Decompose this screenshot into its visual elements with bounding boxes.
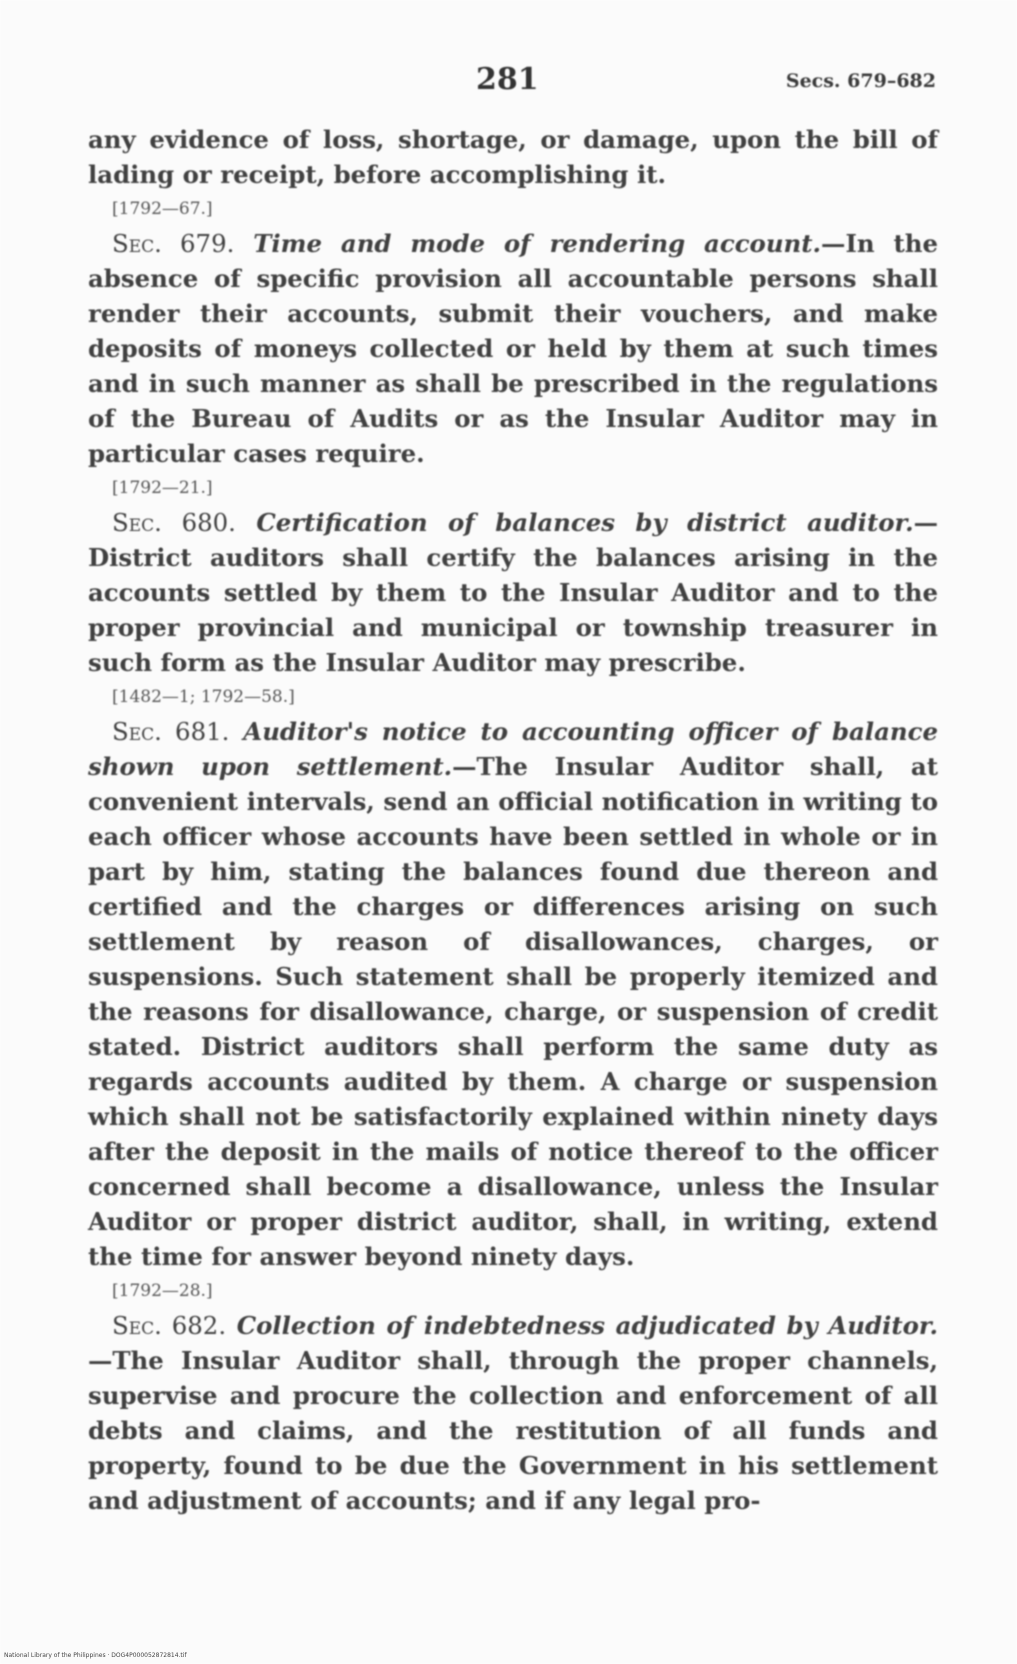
section-body: —The Insular Auditor shall, at convenient intervals, send an official notification in writing to each officer whose accounts have been settled in whole or in part by him, stating the balances found due thereon and certified and the charges or differences arising on such settlement by reason of disallowances, charges, or suspensions. Such statement shall be properly itemized and the reasons for disallowance, charge, or suspension of credit stated. District auditors shall perform the same duty as regards accounts audited by them. A charge or suspension which shall not be satisfactorily explained within ninety days after the deposit in the mails of notice thereof to the officer concerned shall become a disallowance, unless the Insular Auditor or proper district auditor, shall, in writing, extend the time for answer beyond ninety days.	[88, 752, 938, 1271]
section-title: Collection of indebtedness adjudicated by Auditor.	[236, 1311, 938, 1340]
sections-range: Secs. 679–682	[785, 70, 936, 92]
section-title: Auditor's notice to accounting officer of balance shown upon settlement.	[88, 717, 938, 781]
section-label: Sec. 679.	[112, 229, 235, 258]
section-body: —District auditors shall certify the balances arising in the accounts settled by them to the Insular Auditor and to the proper provincial and municipal or township treasurer in such form as the Insular Auditor may prescribe.	[88, 508, 938, 677]
continuation-paragraph: any evidence of loss, shortage, or damage, upon the bill of lading or receipt, before accomplishing it.	[88, 125, 938, 189]
section-680	[88, 505, 938, 680]
citation: [1482—1; 1792—58.]	[112, 687, 295, 707]
section-682	[88, 1308, 938, 1518]
body-text	[88, 122, 938, 1518]
section-body: —In the absence of specific provision all accountable persons shall render their accounts, submit their vouchers, and make deposits of moneys collected or held by them at such times and in such manner as shall be prescribed in the regulations of the Bureau of Audits or as the Insular Auditor may in particular cases require.	[88, 229, 938, 468]
page-header	[88, 62, 940, 102]
section-title: Certification of balances by district auditor.	[256, 508, 914, 537]
page-number: 281	[476, 62, 539, 97]
section-label: Sec. 680.	[112, 508, 236, 537]
citation: [1792—21.]	[112, 478, 213, 498]
citation: [1792—67.]	[112, 199, 213, 219]
section-679	[88, 226, 938, 471]
section-label: Sec. 681.	[112, 717, 230, 746]
section-label: Sec. 682.	[112, 1311, 227, 1340]
section-title: Time and mode of rendering account.	[253, 229, 822, 258]
citation: [1792—28.]	[112, 1281, 213, 1301]
section-body: —The Insular Auditor shall, through the proper channels, supervise and procure the collection and enforcement of all debts and claims, and the restitution of all funds and property, found to be due the Government in his settlement and adjustment of accounts; and if any legal pro-	[88, 1346, 938, 1515]
section-681	[88, 714, 938, 1274]
scan-source-footer: National Library of the Philippines · DOG4P000052872814.tif	[4, 1652, 187, 1659]
